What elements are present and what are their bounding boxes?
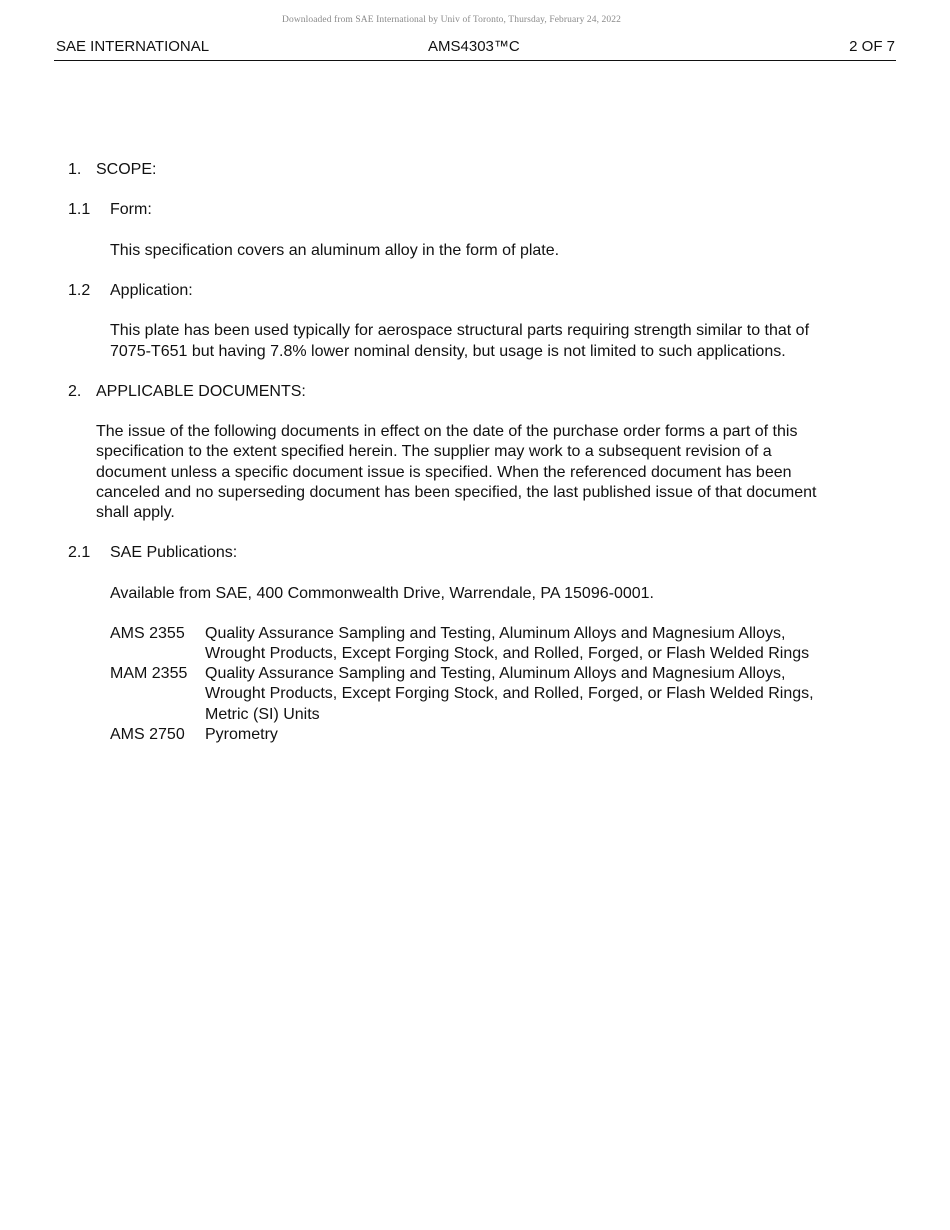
publisher-name: SAE INTERNATIONAL bbox=[56, 38, 210, 55]
section-2-text-line-5: shall apply. bbox=[96, 504, 175, 521]
section-1-2-number: 1.2 bbox=[68, 282, 91, 299]
doc-title-mam-2355-line-2: Wrought Products, Except Forging Stock, and Rolled, Forged, or Flash Welded Rings, bbox=[205, 685, 814, 702]
doc-code-ams-2355: AMS 2355 bbox=[110, 625, 185, 642]
section-1-2-title: Application: bbox=[110, 282, 193, 299]
page-number: 2 OF 7 bbox=[849, 38, 895, 55]
section-1-2-text-line-1: This plate has been used typically for aerospace structural parts requiring strength similar to that of bbox=[110, 322, 810, 339]
section-1-1-title: Form: bbox=[110, 201, 152, 218]
doc-title-ams-2355-line-2: Wrought Products, Except Forging Stock, and Rolled, Forged, or Flash Welded Rings bbox=[205, 645, 810, 662]
section-1-title: SCOPE: bbox=[96, 161, 157, 178]
doc-title-ams-2750: Pyrometry bbox=[205, 726, 278, 743]
section-1-number: 1. bbox=[68, 161, 82, 178]
doc-title-mam-2355-line-1: Quality Assurance Sampling and Testing, Aluminum Alloys and Magnesium Alloys, bbox=[205, 665, 786, 682]
section-2-1-text: Available from SAE, 400 Commonwealth Drive, Warrendale, PA 15096-0001. bbox=[110, 585, 654, 602]
document-number: AMS4303™C bbox=[428, 38, 520, 55]
section-2-text-line-4: canceled and no superseding document has been specified, the last published issue of that document bbox=[96, 484, 817, 501]
section-1-2-text-line-2: 7075-T651 but having 7.8% lower nominal density, but usage is not limited to such applications. bbox=[110, 343, 786, 360]
doc-title-mam-2355-line-3: Metric (SI) Units bbox=[205, 706, 320, 723]
section-1-1-text: This specification covers an aluminum alloy in the form of plate. bbox=[110, 242, 560, 259]
page-header bbox=[56, 38, 895, 58]
section-2-text-line-1: The issue of the following documents in effect on the date of the purchase order forms a part of this bbox=[96, 423, 798, 440]
doc-code-mam-2355: MAM 2355 bbox=[110, 665, 188, 682]
section-2-text-line-3: document unless a specific document issue is specified. When the referenced document has been bbox=[96, 464, 792, 481]
header-divider bbox=[54, 60, 896, 61]
doc-title-ams-2355-line-1: Quality Assurance Sampling and Testing, Aluminum Alloys and Magnesium Alloys, bbox=[205, 625, 786, 642]
download-watermark: Downloaded from SAE International by Univ of Toronto, Thursday, February 24, 2022 bbox=[282, 15, 621, 25]
doc-code-ams-2750: AMS 2750 bbox=[110, 726, 185, 743]
section-2-text-line-2: specification to the extent specified herein. The supplier may work to a subsequent revision of a bbox=[96, 443, 772, 460]
section-2-number: 2. bbox=[68, 383, 82, 400]
section-1-1-number: 1.1 bbox=[68, 201, 91, 218]
section-2-1-number: 2.1 bbox=[68, 544, 91, 561]
section-2-title: APPLICABLE DOCUMENTS: bbox=[96, 383, 306, 400]
section-2-1-title: SAE Publications: bbox=[110, 544, 238, 561]
